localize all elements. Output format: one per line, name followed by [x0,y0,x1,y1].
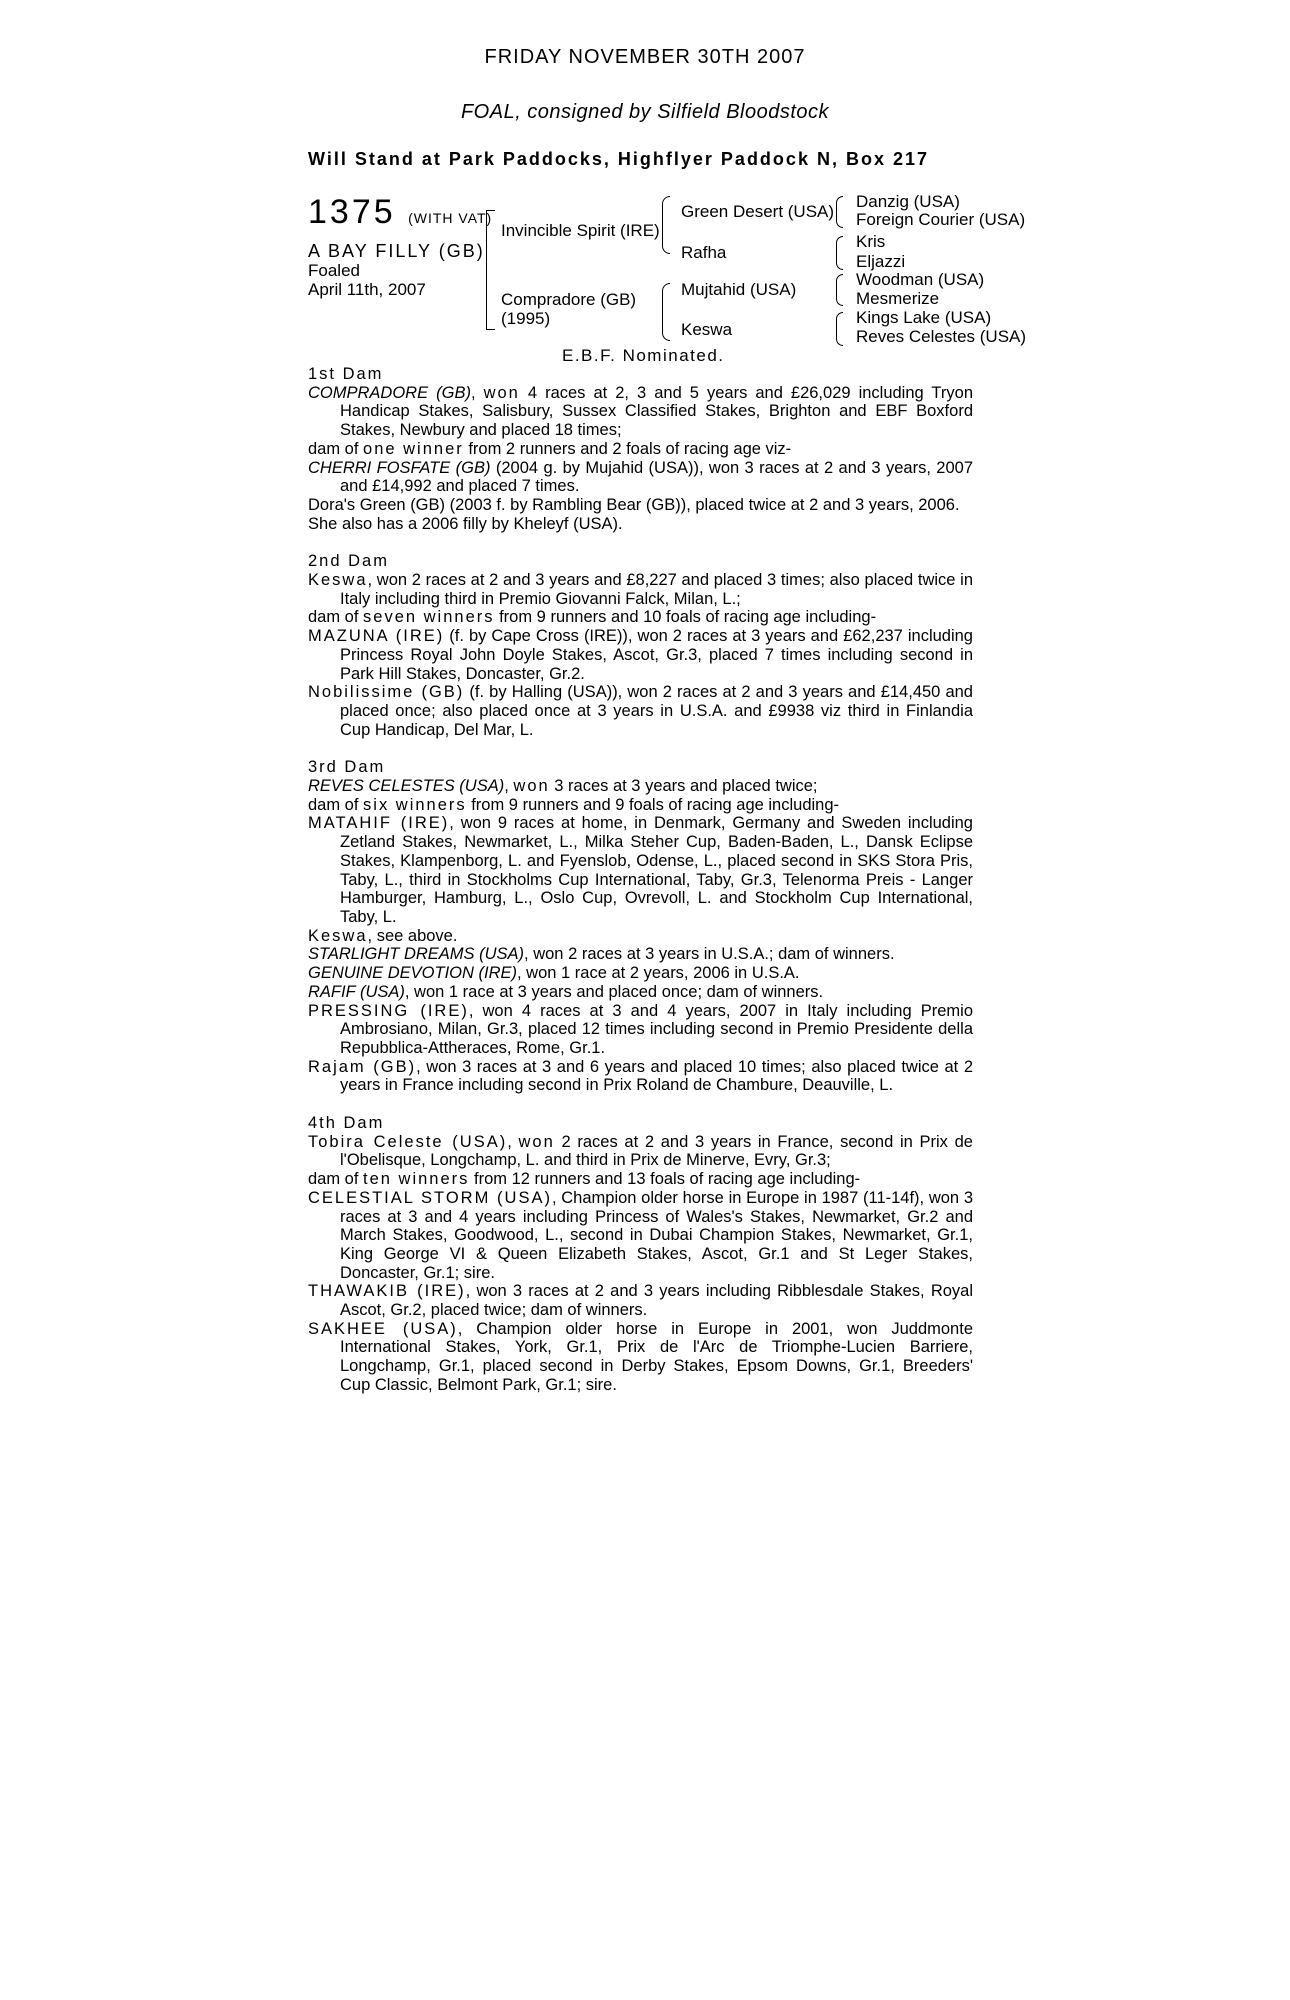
dam3-grandprogeny-3 [308,1058,973,1095]
dam4-progeny-1 [308,1189,973,1283]
dam-dam: Keswa [681,320,733,339]
gen3-6: Mesmerize [856,289,940,308]
dam2-heading: 2nd Dam [308,552,389,571]
dam-name: Compradore (GB) [501,290,637,309]
progeny-text: , Champion older horse in Europe in 2001, won Juddmonte International Stakes, York, Gr.1, Prix de l'Arc de Triomphe-Lucien Barriere, Longchamp, Gr.1, placed second in Derby Stakes, Epsom Downs, Gr.1, Breeders' Cup Classic, Belmont Park, Gr.1; sire. [340,1319,973,1394]
dam4-progeny-2 [308,1282,973,1319]
dam-of-suffix: from 2 runners and 2 foals of racing age viz- [463,439,792,458]
gen3-4: Eljazzi [856,252,906,271]
dam1-heading: 1st Dam [308,365,384,383]
dam1-dam-of [308,440,973,459]
progeny-text: , see above. [367,926,458,945]
dam-sire: Mujtahid (USA) [681,280,797,299]
dam1-winner-count: one winner [363,439,464,458]
progeny-name: MATAHIF (IRE) [308,814,450,833]
dam1-name: COMPRADORE (GB) [308,383,471,402]
progeny-text: , won 2 races at 3 years in U.S.A.; dam of winners. [524,945,895,964]
dam-year: (1995) [501,309,551,328]
dam4-grandprogeny-1 [308,1320,973,1395]
gen3-2: Foreign Courier (USA) [856,210,1026,229]
gen3-1: Danzig (USA) [856,192,960,211]
catalogue-body [308,365,973,1395]
progeny-name: SAKHEE (USA) [308,1319,458,1338]
dam3-progeny-3 [308,945,973,964]
brace-3b [836,236,843,270]
dam3-record-text: 3 races at 3 years and placed twice; [549,777,818,796]
brace-gen1 [486,210,495,330]
dam2-record-text: , won 2 races at 2 and 3 years and £8,227 and placed 3 times; also placed twice in Italy including third in Premio Giovanni Falck, Milan, L.; [340,571,973,608]
dam-of-suffix: from 9 runners and 10 foals of racing age including- [494,608,877,627]
dam3-progeny-1 [308,814,973,926]
brace-dam [662,283,670,341]
progeny-name: STARLIGHT DREAMS (USA) [308,945,525,964]
dam1-won: won [483,383,520,402]
vat-note: (WITH VAT) [408,210,493,226]
progeny-text: , Champion older horse in Europe in 1987 (11-14f), won 3 races at 3 and 4 years including Princess of Wales's Stakes, Newmarket, Gr.2 and March Stakes, Goodwood, L., second in Dubai Champion Stakes, Newmarket, Gr.1, King George VI & Queen Elizabeth Stakes, Ascot, Gr.1 and St Leger Stakes, Doncaster, Gr.1; sire. [340,1188,973,1282]
brace-3d [836,312,843,346]
dam2-winner-count: seven winners [363,608,495,627]
dam3-grandprogeny-1 [308,964,973,983]
gen3-8: Reves Celestes (USA) [856,327,1027,346]
dam4-dam-of [308,1170,973,1189]
brace-3a [836,196,843,228]
dam-of-prefix: dam of [308,1170,364,1189]
foaled-date: April 11th, 2007 [308,280,426,299]
dam3-progeny-2 [308,927,973,946]
progeny-name: GENUINE DEVOTION (IRE) [308,964,518,983]
progeny-text: (f. by Halling (USA)), won 2 races at 2 and 3 years and £14,450 and placed once; also placed once at 3 years in U.S.A. and £9938 viz third in Finlandia Cup Handicap, Del Mar, L. [340,683,973,739]
gen3-7: Kings Lake (USA) [856,308,992,327]
consignment-line: FOAL, consigned by Silfield Bloodstock [460,101,830,123]
progeny-name: CHERRI FOSFATE (GB) [308,458,491,477]
dam3-dam-of [308,796,973,815]
progeny-text: (2004 g. by Mujahid (USA)), won 3 races at 2 and 3 years, 2007 and £14,992 and placed 7 times. [340,458,974,496]
progeny-name: MAZUNA (IRE) [308,627,445,646]
foaled-label: Foaled [308,261,360,280]
dam4-heading: 4th Dam [308,1114,385,1133]
sire: Invincible Spirit (IRE) [501,221,660,240]
dam4-winner-count: ten winners [363,1170,470,1189]
dam1-record: COMPRADORE (GB), won 4 races at 2, 3 and 5 years and £26,029 including Tryon Handicap Stakes, Salisbury, Sussex Classified Stakes, Brighton and EBF Boxford Stakes, Newbury and placed 18 times; [308,383,973,440]
sire-dam: Rafha [681,243,727,262]
dam3-name: REVES CELESTES (USA) [308,777,505,796]
dam2-record [308,571,973,608]
progeny-name: Keswa [308,926,368,945]
progeny-text: , won 1 race at 3 years and placed once; dam of winners. [404,982,824,1001]
dam4-record: Tobira Celeste (USA), won 2 races at 2 and 3 years in France, second in Prix de l'Obelisque, Longchamp, L. and third in Prix de Minerve, Evry, Gr.3; [308,1132,973,1170]
dam3-progeny-4 [308,983,973,1002]
dam3-won: won [513,777,550,796]
sire-sire: Green Desert (USA) [681,202,835,221]
gen3-5: Woodman (USA) [856,270,985,289]
dam2-progeny-1 [308,627,973,683]
lot-title: A BAY FILLY (GB) [308,241,485,261]
progeny-text: , won 4 races at 3 and 4 years, 2007 in Italy including Premio Ambrosiano, Milan, Gr.3, placed 12 times including second in Premio Presidente della Repubblica-Attheraces, Rome, Gr.1. [340,1001,973,1057]
sale-date: FRIDAY NOVEMBER 30TH 2007 [484,46,806,68]
dam4-name: Tobira Celeste (USA) [308,1132,508,1151]
brace-3c [836,274,843,306]
stand-location: Will Stand at Park Paddocks, Highflyer Paddock N, Box 217 [308,149,929,169]
dam1-progeny-2: Dora's Green (GB) (2003 f. by Rambling Bear (GB)), placed twice at 2 and 3 years, 2006. [308,495,960,514]
progeny-name: PRESSING (IRE) [308,1001,469,1020]
progeny-text: , won 1 race at 2 years, 2006 in U.S.A. [517,964,800,983]
progeny-name: Nobilissime (GB) [308,683,465,702]
lot-info [308,242,485,299]
dam3-grandprogeny-2 [308,1002,973,1058]
gen3-3: Kris [856,232,886,251]
dam-of-prefix: dam of [308,608,364,627]
lot-number [308,194,492,236]
dam3-record: REVES CELESTES (USA), won 3 races at 3 years and placed twice; [308,777,818,796]
brace-sire [662,196,670,254]
dam4-won: won [518,1132,555,1151]
progeny-text: , won 3 races at 3 and 6 years and placed 10 times; also placed twice at 2 years in France including second in Prix Roland de Chambure, Deauville, L. [340,1057,973,1095]
lot-number-value: 1375 [308,193,396,231]
dam-of-prefix: dam of [308,439,364,458]
progeny-text: , won 9 races at home, in Denmark, Germany and Sweden including Zetland Stakes, Newmarket, L., Milka Steher Cup, Baden-Baden, L., Dansk Eclipse Stakes, Klampenborg, L. and Fyenslob, Odense, L., placed second in SKS Stora Pris, Taby, L., third in Stockholms Cup International, Taby, Gr.3, Telenorma Preis - Langer Hamburger, Hamburg, L., Oslo Cup, Ovrevoll, L. and Stockholm Cup International, Taby, L. [340,814,973,926]
ebf-nominated: E.B.F. Nominated. [562,346,725,365]
dam-of-suffix: from 9 runners and 9 foals of racing age including- [466,795,840,814]
progeny-text: (f. by Cape Cross (IRE)), won 2 races at 3 years and £62,237 including Princess Royal John Doyle Stakes, Ascot, Gr.3, placed 7 times including second in Park Hill Stakes, Doncaster, Gr.2. [340,627,973,683]
progeny-name: CELESTIAL STORM (USA) [308,1188,552,1207]
dam2-dam-of [308,608,973,627]
dam1-progeny-1 [308,459,973,496]
dam-of-suffix: from 12 runners and 13 foals of racing age including- [469,1170,861,1189]
dam3-heading: 3rd Dam [308,758,386,777]
progeny-text: , won 3 races at 2 and 3 years including Ribblesdale Stakes, Royal Ascot, Gr.2, placed twice; dam of winners. [340,1282,973,1320]
dam1-record-text: 4 races at 2, 3 and 5 years and £26,029 including Tryon Handicap Stakes, Salisbury, Sussex Classified Stakes, Brighton and EBF Boxford Stakes, Newbury and placed 18 times; [340,383,973,440]
progeny-name: RAFIF (USA) [308,982,405,1001]
dam2-name: Keswa [308,571,368,590]
dam3-winner-count: six winners [363,795,467,814]
progeny-name: Rajam (GB) [308,1057,417,1076]
dam2-progeny-2 [308,683,973,739]
progeny-name: THAWAKIB (IRE) [308,1282,466,1301]
dam-of-prefix: dam of [308,795,364,814]
dam1-also: She also has a 2006 filly by Kheleyf (USA). [308,514,623,533]
dam4-record-text: 2 races at 2 and 3 years in France, second in Prix de l'Obelisque, Longchamp, L. and third in Prix de Minerve, Evry, Gr.3; [340,1132,973,1170]
